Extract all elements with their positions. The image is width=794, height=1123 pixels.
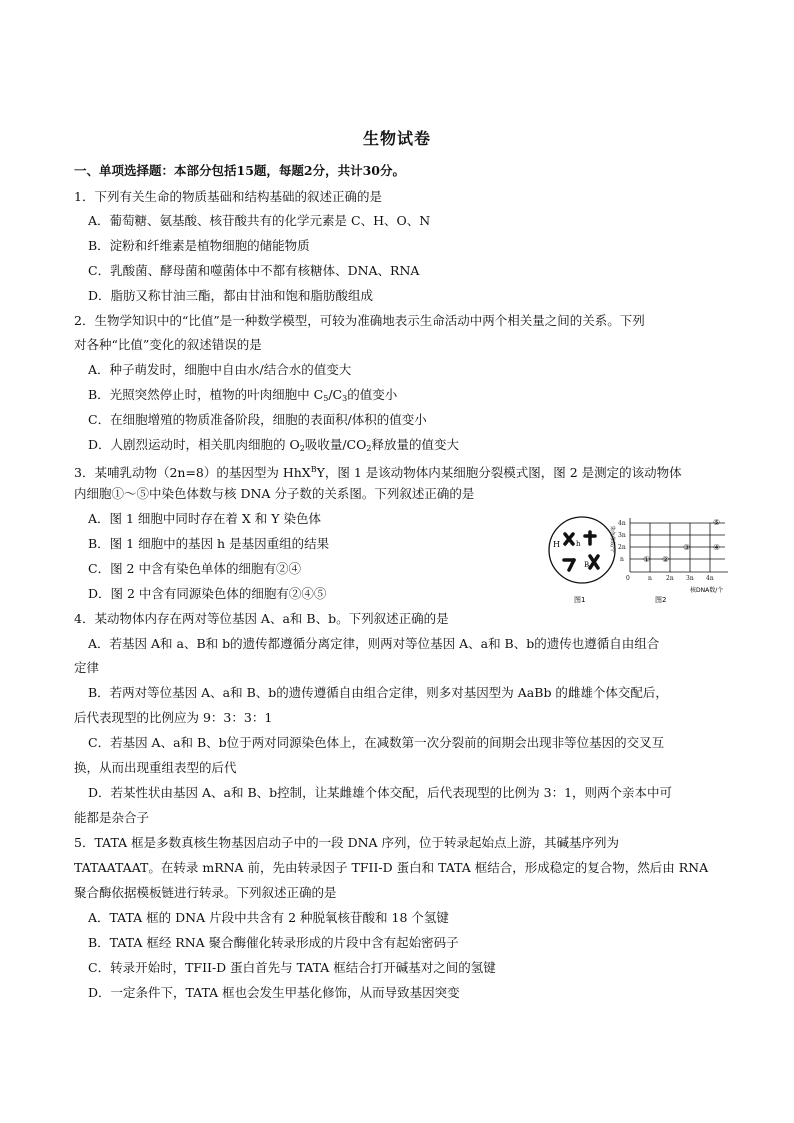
cell-5-marker: ⑤	[713, 518, 721, 527]
q3-option-c: C．图 2 中含有染色单体的细胞有②④	[88, 561, 301, 576]
q2-d-post: 释放量的值变大	[371, 437, 459, 452]
q3-stem-post: Y，图 1 是该动物体内某细胞分裂模式图，图 2 是测定的该动物体	[316, 465, 682, 480]
q5-option-b: B．TATA 框经 RNA 聚合酶催化转录形成的片段中含有起始密码子	[88, 935, 459, 950]
y-tick-3n: 3n	[618, 532, 626, 539]
q2-b-sub2: 3	[342, 394, 348, 403]
figure1-cell	[549, 517, 615, 604]
x-tick-2n: 2n	[666, 575, 674, 582]
q3-stem-sup: B	[310, 465, 317, 474]
cell-2-marker: ②	[662, 555, 670, 564]
q4-option-c-line2: 换，从而出现重组表型的后代	[74, 760, 237, 775]
figure2-chart	[609, 518, 728, 604]
q5-stem-line1: 5．TATA 框是多数真核生物基因启动子中的一段 DNA 序列，位于转录起始点上游，其碱基序列为	[74, 835, 620, 850]
q4-stem: 4．某动物体内存在两对等位基因 A、a和 B、b。下列叙述正确的是	[74, 611, 449, 626]
section-heading: 一、单项选择题：本部分包括15题，每题2分，共计30分。	[74, 163, 405, 178]
q5-option-c: C．转录开始时，TFII-D 蛋白首先与 TATA 框结合打开碱基对之间的氢键	[88, 960, 496, 975]
q2-stem-line2: 对各种“比值”变化的叙述错误的是	[74, 337, 262, 352]
q1-stem: 1．下列有关生命的物质基础和结构基础的叙述正确的是	[74, 189, 382, 204]
q3-stem-pre: 3．某哺乳动物（2n=8）的基因型为 HhX	[74, 465, 311, 480]
y-tick-n: n	[620, 556, 624, 563]
gene-H-label: H	[553, 540, 560, 549]
q2-b-mid: /C	[328, 387, 343, 402]
q2-option-b	[88, 387, 397, 407]
q3-option-b: B．图 1 细胞中的基因 h 是基因重组的结果	[88, 536, 330, 551]
q1-option-b: B．淀粉和纤维素是植物细胞的储能物质	[88, 238, 310, 253]
figure1-label: 图1	[574, 596, 586, 604]
cell-4-marker: ④	[713, 543, 721, 552]
q5-option-d: D．一定条件下，TATA 框也会发生甲基化修饰，从而导致基因突变	[88, 985, 460, 1000]
gene-h-label: h	[576, 540, 581, 548]
cell-1-marker: ①	[643, 555, 651, 564]
q4-option-d-line1: D．若某性状由基因 A、a和 B、b控制，让某雌雄个体交配，后代表现型的比例为 3：1，则两个亲本中可	[88, 785, 673, 800]
gene-B-label: B	[584, 561, 590, 569]
x-tick-3n: 3n	[686, 575, 694, 582]
cell-3-marker: ③	[683, 543, 691, 552]
figure2-label: 图2	[655, 596, 667, 604]
q2-d-sub1: 2	[299, 444, 305, 453]
q2-stem-line1: 2．生物学知识中的“比值”是一种数学模型，可较为准确地表示生命活动中两个相关量之间的关系。下列	[74, 313, 645, 328]
q3-figures	[540, 512, 750, 606]
q2-option-c: C．在细胞增殖的物质准备阶段，细胞的表面积/体积的值变小	[88, 412, 427, 427]
q1-option-a: A．葡萄糖、氨基酸、核苷酸共有的化学元素是 C、H、O、N	[88, 213, 431, 228]
q4-option-a-line1: A．若基因 A和 a、B和 b的遗传都遵循分离定律，则两对等位基因 A、a和 B、b的遗传也遵循自由组合	[88, 636, 660, 651]
q4-option-c-line1: C．若基因 A、a和 B、b位于两对同源染色体上，在减数第一次分裂前的间期会出现非等位基因的交叉互	[88, 735, 665, 750]
q5-stem-line3: 聚合酶依据模板链进行转录。下列叙述正确的是	[74, 885, 337, 900]
q1-option-d: D．脂肪又称甘油三酯，都由甘油和饱和脂肪酸组成	[88, 288, 374, 303]
q3-stem-line1	[74, 462, 682, 481]
q2-option-d	[88, 437, 459, 457]
q3-stem-line2: 内细胞①～⑤中染色体数与核 DNA 分子数的关系图。下列叙述正确的是	[74, 486, 475, 501]
q4-option-d-line2: 能都是杂合子	[74, 810, 150, 825]
q2-d-mid: 吸收量/CO	[304, 437, 367, 452]
q2-d-text: D．人剧烈运动时，相关肌肉细胞的 O	[88, 437, 300, 452]
x-tick-4n: 4n	[706, 575, 714, 582]
figure2-y-label: 染色体数/个	[609, 526, 615, 553]
q5-stem-line2: TATAATAAT。在转录 mRNA 前，先由转录因子 TFII-D 蛋白和 TATA 框结合，形成稳定的复合物，然后由 RNA	[74, 860, 709, 875]
figure2-x-label: 核DNA数/个	[690, 587, 724, 594]
q3-option-d: D．图 2 中含有同源染色体的细胞有②④⑤	[88, 586, 327, 601]
y-tick-2n: 2n	[618, 544, 626, 551]
x-tick-0: 0	[626, 575, 630, 582]
x-tick-n: n	[648, 575, 652, 582]
q2-b-text: B．光照突然停止时，植物的叶肉细胞中 C	[88, 387, 324, 402]
q5-option-a: A．TATA 框的 DNA 片段中共含有 2 种脱氧核苷酸和 18 个氢键	[88, 910, 449, 925]
q4-option-a-line2: 定律	[74, 660, 100, 675]
q4-option-b-line2: 后代表现型的比例应为 9：3：3：1	[74, 710, 273, 725]
q1-option-c: C．乳酸菌、酵母菌和噬菌体中不都有核糖体、DNA、RNA	[88, 263, 420, 278]
q4-option-b-line1: B．若两对等位基因 A、a和 B、b的遗传遵循自由组合定律，则多对基因型为 AaBb 的雌雄个体交配后，	[88, 685, 668, 700]
q2-d-sub2: 2	[366, 444, 372, 453]
q2-b-post: 的值变小	[347, 387, 398, 402]
q3-option-a: A．图 1 细胞中同时存在着 X 和 Y 染色体	[88, 511, 321, 526]
y-tick-4n: 4n	[618, 520, 626, 527]
q2-option-a: A．种子萌发时，细胞中自由水/结合水的值变大	[88, 362, 352, 377]
q2-b-sub1: 5	[323, 394, 329, 403]
page-title: 生物试卷	[362, 129, 431, 148]
